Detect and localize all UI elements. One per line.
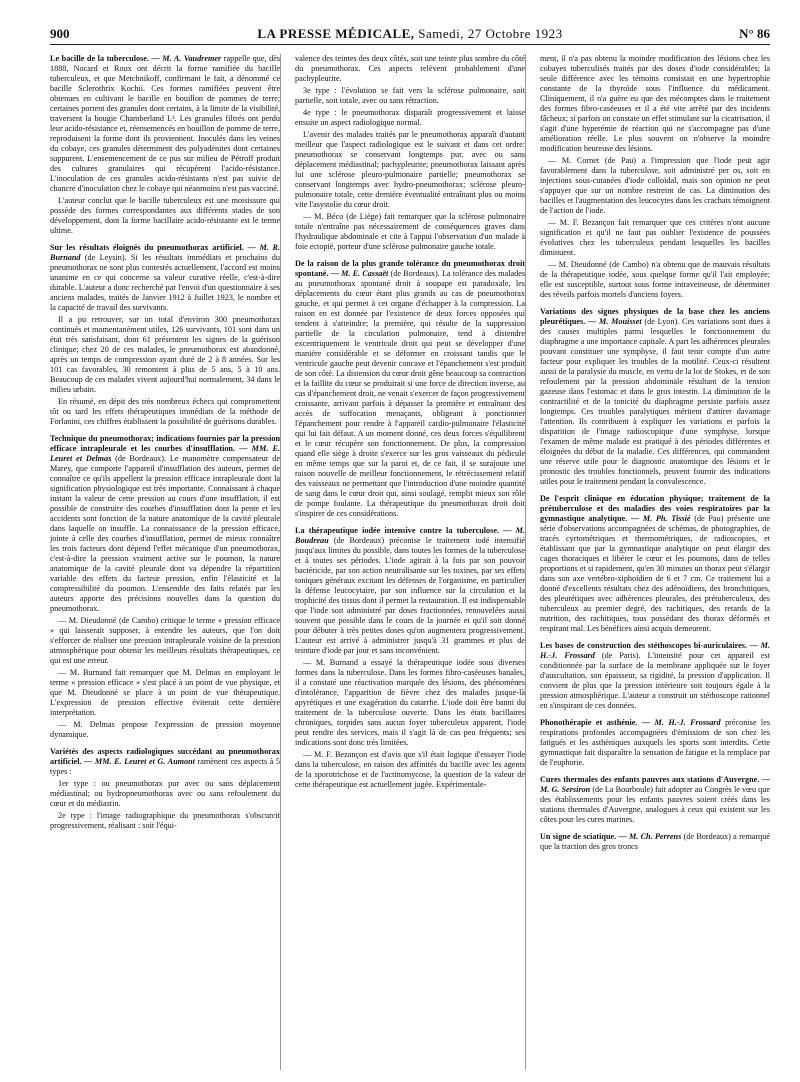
page-number: 900: [50, 26, 70, 41]
article-title: Le bacille de la tuberculose.: [50, 54, 149, 63]
article-author: — M. Mouisset: [588, 317, 642, 326]
article-aspects-radiologiques: [50, 747, 280, 831]
article-paragraph: — M. F. Bezançon est d'avis que s'il était logique d'essayer l'iode dans la tuberculose, en raison des affinités du bacille avec les agents de la sporotrichose et de l'actinomycose, la question de la valeur de cette thérapeutique est actuellement jugée. Expérimentale-: [295, 750, 525, 789]
article-paragraph: — M. Béco (de Liège) fait remarquer que la sclérose pulmonaire totale n'entraîne pas nécessairement de conséquences graves dans l'hydraulique abdominale et cite à l'appui l'observation d'un malade à foie ectopié, porteur d'une sclérose pulmonaire gauche totale.: [295, 212, 525, 251]
article-author: — M. E. Cassaët: [330, 269, 389, 278]
article-title: Un signe de sciatique.: [540, 832, 617, 841]
article-text: (de Pau) présente une série d'observations accompagnées de schémas, de photographies, de tracés cyrtométriques et thermométriques, de radioscopies, et établissant que par la gymnastique analytique on peut élargir des cages thoraciques et libérer le cœur et les poumons, dans de telles proportions et si rapidement, qu'en 30 minutes un thorax peut s'élargir dans son axe vertébro-xiphoïdien de 6 et 7 cm. Ce traitement lui a donné d'excellents résultats chez des adénoïdiens, des bronchitiques, des pleurétiques avec adhérences pleurales, des prétuberculeux, des tuberculeux au premier degré, des rachitiques, des retards de la nutrition, des rachitiques, tous possédant des thorax déformés et respirant mal. Les bénéfices ainsi acquis demeurent.: [540, 514, 770, 633]
article-cures-thermales: [540, 775, 770, 825]
article-title: Technique du pneumothorax; indications fournies par la pression efficace intrapleurale et les courbes d'insufflation.: [50, 434, 280, 453]
article-title: Variations des signes physiques de la base chez les anciens pleurétiques.: [540, 307, 770, 326]
article-paragraph: — M. Delmas propose l'expression de pression moyenne dynamique.: [50, 720, 280, 739]
article-aspects-radiologiques-cont: [295, 54, 525, 252]
article-paragraph: L'auteur conclut que le bacille tuberculeux est une moisissure qui possède des formes correspondantes aux différents stades de son développement, dont la forme bacillaire acido-résistante est le terme ultime.: [50, 196, 280, 235]
article-text: préconise les respirations profondes accompagnées d'émissions de son chez les fatigués et les asthéniques auxquels les sports sont interdits. Cette gymnastique fait disparaître la sensation de fatigue et la remplace par de l'euphorie.: [540, 718, 770, 767]
article-title: Sur les résultats éloignés du pneumothorax artificiel.: [50, 243, 244, 252]
article-title: De l'esprit clinique en éducation physique; traitement de la prétuberculose et des maladies des voies respiratoires par la gymnastique analytique.: [540, 494, 770, 523]
article-text: ramènent ces aspects à 5 types :: [50, 757, 281, 776]
article-paragraph: ment, il n'a pas obtenu la moindre modification des lésions chez les cobayes tuberculisés traités par des doses d'iode considérables; la seule différence avec les témoins consistait en une hypertrophie constante de la thyroïde sous l'influence du médicament. Cliniquement, il n'a guère eu que des mécomptes dans le traitement des formes fibro-caséeuses et il a été vite arrêté par des incidents fâcheux; si parfois on constate un effet stimulant sur la cicatrisation, il s'agit d'une hyperémie de réaction qui ne s'accompagne pas d'une amélioration réelle. Le plus souvent on n'observe la moindre modification heureuse des lésions.: [540, 54, 770, 153]
article-technique-pneumothorax: [50, 434, 280, 740]
article-author: — M. Ch. Perrens: [618, 832, 682, 841]
header-title: [50, 26, 770, 42]
article-pneumothorax-droit: [295, 259, 525, 519]
article-phonotherapie: [540, 718, 770, 768]
article-paragraph: — M. Burnand fait remarquer que M. Delmas en employant le terme « pression efficace » s'est placé à un point de vue physique, et que M. Dieudonné se place à un point de vue thérapeutique. L'expression de pression effective éviterait cette dernière interprétation.: [50, 668, 280, 717]
article-paragraph: Il a pu retrouver, sur un total d'environ 300 pneumothorax continués et momentanément utiles, 126 survivants, 101 sont dans un état très satisfaisant, dont 61 présentent les signes de la guérison clinique; chez 20 de ces malades, le pneumothorax est abandonné, après un temps de compression ayant duré de 2 à 8 années. Sur les 101 cas favorables, 30 remontent à plus de 5 ans, 5 à 10 ans. Beaucoup de ces malades vivent aujourd'hui normalement, 34 dans le milieu urbain.: [50, 315, 280, 394]
column-1: [50, 54, 281, 1070]
page-header: [50, 24, 770, 45]
column-2: [295, 54, 526, 1070]
article-paragraph: 4e type : le pneumothorax disparaît progressivement et laisse ensuite un aspect radiologique normal.: [295, 108, 525, 127]
article-paragraph: — M. Dieudonné (de Cambo) critique le terme « pression efficace » qui laisserait supposer, à entendre les auteurs, que l'on doit s'efforcer de réaliser une pression intrapleurale voisine de la pression atmosphérique pour obtenir les meilleurs résultats thérapeutiques, ce qui est une erreur.: [50, 616, 280, 665]
issue-number: N° 86: [739, 26, 770, 41]
article-text: (de Leysin). Si les résultats immédiats et prochains du pneumothorax ne sont plus contestés actuellement, l'accord est moins unanime en ce qui concerne sa valeur curative réelle, c'est-à-dire durable. L'auteur a donc recherché par l'envoi d'un questionnaire à ses anciens malades, traités de Janvier 1912 à Juillet 1923, le nombre et la capacité de travail des survivants.: [50, 253, 280, 312]
article-title: Variétés des aspects radiologiques succédant au pneumothorax artificiel.: [50, 747, 280, 766]
article-stethoscopes: [540, 641, 770, 711]
article-title: La thérapeutique iodée intensive contre la tuberculose.: [295, 526, 500, 535]
article-author: — M. Boudreau: [295, 526, 526, 545]
article-text: (de Bordeaux) préconise le traitement iodé intensifié jusqu'aux limites du possible, dans toutes les formes de la tuberculose et à toutes ses périodes. L'iode agirait à la fois par son pouvoir bactéricide, par son action neutralisante sur les toxines, par ses effets toniques généraux excitant les défenses de l'organisme, en particulier la défense leucocytaire, par son influence sur la circulation et la trophicité des tissus dont il permet la restauration. Il est indispensable que l'iode soit administré par doses fractionnées, renouvelées aussi souvent que possible dans le cours de la journée et qu'il soit donné pour débuter à très petites doses qu'on augmentera progressivement. L'auteur est arrivé à administrer jusqu'à 31 grammes et plus de teinture d'iode par jour et sans inconvénient.: [295, 536, 526, 655]
journal-name: LA PRESSE MÉDICALE,: [257, 26, 415, 41]
text-columns: [50, 54, 770, 1070]
article-title: Les bases de construction des stéthoscopes bi-auriculaires.: [540, 641, 748, 650]
article-text: (de Lyon). Ces variations sont dues à des causes multiples parmi lesquelles le fonctionnement du diaphragme a une importance capitale. A part les adhérences pleurales pouvant constituer une symphyse, il faut tenir compte d'un autre facteur pour expliquer les troubles de la motilité. Ceux-ci résultent aussi de la paralysie du muscle, en vertu de la loi de Stokes, et de son refoulement par la pression abdominale résultant de la tension gazeuse dans l'estomac et dans le gros intestin. La diminution de la contractilité et de la tonicité du diaphragme persiste parfois assez longtemps. Ces troubles paralytiques méritent d'attirer davantage l'attention. Ils contribuent à expliquer les variations et parfois la disparition de l'image radioscopique d'une symphyse, lorsque l'examen de même malade est pratiqué à des périodes différentes et éloignées du début de la maladie. Ces différences, qui commandent une réserve utile pour le diagnostic anatomique des lésions et le pronostic des troubles fonctionnels, peuvent fournir des indications utiles pour le traitement pendant la convalescence.: [540, 317, 770, 486]
article-text: (de Bordeaux). Le manomètre compensateur de Marey, que comporte l'appareil d'insufflation des auteurs, permet de connaître ce qu'ils appellent la pression efficace intrapleurale dont la signification physiologique est très importante. Connaissant à chaque instant la valeur de cette pression au cours d'une insufflation, il est possible de construire des courbes d'insufflation dont la pente et les accidents sont fonction de la nature anatomique de la cavité pleurale dans laquelle on insuffle. La connaissance de la pression efficace, jointe à celle des courbes d'insufflation, permet de mieux connaître les trois facteurs dont dépend l'effet mécanique d'un pneumothorax, c'est-à-dire la pression vraiment active sur le poumon, la nature anatomique de la cavité pleurale dont va dépendre la répartition variable des effets du facteur pression, enfin l'élasticité et la compressibilité du poumon. L'ensemble des faits relatés par les auteurs apporte des précisions nouvelles dans la question du pneumothorax.: [50, 454, 281, 613]
article-text: (de La Bourboule) fait adopter au Congrès le vœu que des établissements pour les enfants pauvres soient créés dans les stations thermales d'Auvergne, analogues à ceux qui existent sur les côtes pour les cures marines.: [540, 785, 770, 824]
article-paragraph: 3e type : l'évolution se fait vers la sclérose pulmonaire, soit partielle, soit totale, avec ou sans rétraction.: [295, 86, 525, 105]
article-text: (de Paris). L'intensité pour cet appareil est conditionnée par la surface de la membrane appliquée sur le foyer d'auscultation, son épaisseur, sa rigidité, la pression d'application. Il convient de plus que la pression intérieure soit toujours égale à la pression atmosphérique. L'auteur a construit un stéthoscope rationnel en s'inspirant de ces données.: [540, 651, 770, 710]
article-paragraph: — M. Burnand a essayé la thérapeutique iodée sous diverses formes dans la tuberculose. Dans les formes fibro-caséeuses banales, il a constaté une réactivation marquée des lésions, des phénomènes d'intolérance, l'apparition de fièvre chez des malades jusque-là apyrétiques et une exagération du catarrhe. L'iode doit être banni du traitement de la tuberculose ouverte. Dans les états bacillaires chroniques, torpides sans aucun foyer tuberculeux apparent, l'iode peut rendre des services, mais il s'agit là de cas peu fréquents; ses indications sont donc très limitées.: [295, 658, 525, 747]
article-therapeutique-iodee-cont: [540, 54, 770, 300]
article-title: De la raison de la plus grande tolérance du pneumothorax droit spontané.: [295, 259, 525, 278]
column-3: [540, 54, 770, 1070]
article-paragraph: 1er type : ou pneumothorax pur avec ou sans déplacement médiastinal; ou hydropneumothorax avec ou sans refoulement du cœur et du médiastin.: [50, 779, 280, 808]
article-author: — M. Ph. Tissié: [630, 514, 691, 523]
article-pneumothorax-resultats: [50, 243, 280, 427]
article-author: — M. G. Sersiron: [540, 775, 770, 794]
article-title: Cures thermales des enfants pauvres aux stations d'Auvergne.: [540, 775, 760, 784]
article-esprit-clinique: [540, 494, 770, 634]
article-paragraph: L'avenir des malades traités par le pneumothorax apparaît d'autant meilleur que l'aspect radiologique est le suivant et dans cet ordre: pneumothorax se conservant longtemps pur, avec ou sans déplacement médiastinal; pachypleurite; pneumothorax laissant après lui une sclérose pleuro-pulmonaire partielle; pneumothorax se conservant longtemps avec hydro-pneumothorax; sclérose pleuro-pulmonaire totale, cette dernière éventualité entraînant plus ou moins vite l'asystolie du cœur droit.: [295, 130, 525, 209]
article-text: (de Bordeaux). La tolérance des malades au pneumothorax spontané droit à soupape est paradoxale, les déplacements du cœur étant plus grands au cas de pneumothorax gauche, et qui permet à cet organe d'échapper à la compression. La raison en est donnée par l'existence de deux forces opposées qui tendent à s'atteindre; la première, qui résulte de la suppression partielle de la circulation pulmonaire, tend à distendre excentriquement le ventricule droit qui peut se développer d'une manière considérable et se déformer en croissant tandis que le ventricule gauche peut devenir concave et l'épanchement s'est produit de son côté. La distension du cœur droit gêne beaucoup sa contraction et la faillite du cœur se produirait si une force de direction inverse, au cas d'épanchement droit, ne venait s'exercer de façon progressivement croissante, arrivant parfois à dépasser la première et entraînant des accès de suffocation menaçants, obligeant à ponctionner l'épanchement pour rendre à l'appareil cardio-pulmonaire l'élasticité qui lui fait défaut. A un moment donné, ces deux forces s'équilibrent et le cœur récupère son fonctionnement. De plus, la compression quand elle siège à droite s'exerce sur les gros vaisseaux du pédicule en même temps que sur la paroi et, de ce fait, il se surajoute une raison nouvelle de meilleur fonctionnement, le rétrécissement relatif des vaisseaux ne permettant que l'introduction d'une moindre quantité de sang dans le cœur droit qui, ainsi soulagé, remplit mieux son rôle de pompe foulante. La thérapeutique du pneumothorax droit doit s'inspirer de ces considérations.: [295, 269, 526, 518]
article-author: — MM. E. Leuret et Delmas: [50, 444, 281, 463]
article-author: — M. R. Burnand: [50, 243, 280, 262]
article-paragraph: 2e type : l'image radiographique du pneumothorax s'obscurcit progressivement, réalisant : soit l'équi-: [50, 811, 280, 830]
article-bacille: [50, 54, 280, 236]
article-text: (de Bordeaux) a remarqué que la traction des gros troncs: [540, 832, 770, 851]
issue-date: Samedi, 27 Octobre 1923: [418, 26, 563, 41]
article-author: — MM. E. Leuret et G. Aumont: [84, 757, 195, 766]
article-text: rappelle que, dès 1888, Nocard et Roux ont décrit la forme ramifiée du bacille tuberculeux, et que Metchnikoff, confirmant le fait, a dénommé ce bacille Sclerothrix Kochii. Ces formes ramifiées peuvent être obtenues en cultivant le bacille en bouillon de pommes de terre; certaines portent des granules dont certains, à la limite de la visibilité, traversent la bougie Chamberland L³. Les granules filtrés ont perdu leur acido-résistance et, réensemencés en bouillon de pomme de terre, reproduisent la forme dont ils proviennent. Inoculés dans les veines du cobaye, ces granules déterminent des polyadénites dont certaines suppurent. L'ensemencement de ce pus sur milieu de Pétroff produit des cultures granulaires qui récupèrent l'acido-résistance. L'inoculation de ces granules acido-résistants n'est pas suivie de chancre d'inoculation chez le cobaye qui néanmoins n'est pas vacciné.: [50, 54, 281, 193]
article-signe-sciatique: [540, 832, 770, 852]
article-paragraph: valence des teintes des deux côtés, soit une teinte plus sombre du côté du pneumothorax. Ces aspects relèvent probablement d'une pachypleurite.: [295, 54, 525, 83]
article-paragraph: — M. F. Bezançon fait remarquer que ces critères n'ont aucune signification et qu'il ne faut pas oublier l'existence de poussées évolutives chez les tuberculeux pendant lesquelles les bacilles diminuent.: [540, 218, 770, 257]
article-variations-signes: [540, 307, 770, 487]
article-paragraph: En résumé, en dépit des très nombreux échecs qui compromettent tôt ou tard les effets thérapeutiques immédiats de la méthode de Forlanini, ces chiffres établissent la possibilité de guérisons durables.: [50, 397, 280, 426]
article-therapeutique-iodee: [295, 526, 525, 790]
article-paragraph: — M. Cornet (de Pau) a l'impression que l'iode peut agir favorablement dans la tuberculose, soit administré per os, soit en injections sous-cutanées d'iode colloïdal, mais son opinion ne peut s'appuyer que sur un nombre restreint de cas. La diminution des bacilles et l'augmentation des leucocytes dans les crachats témoignent de l'action de l'iode.: [540, 156, 770, 215]
article-title: Phonothérapie et asthénie.: [540, 718, 638, 727]
article-author: — M. A. Vaudremer: [151, 54, 222, 63]
article-author: — M. H.-J. Frossard: [540, 641, 770, 660]
article-author: — M. H.-J. Frossard: [641, 718, 721, 727]
article-paragraph: — M. Dieudonné (de Cambo) n'a obtenu que de mauvais résultats de la thérapeutique iodée, sous quelque forme qu'il l'ait employée; elle est susceptible, surtout sous forme intraveineuse, de déterminer des réveils parfois mortels d'anciens foyers.: [540, 260, 770, 299]
